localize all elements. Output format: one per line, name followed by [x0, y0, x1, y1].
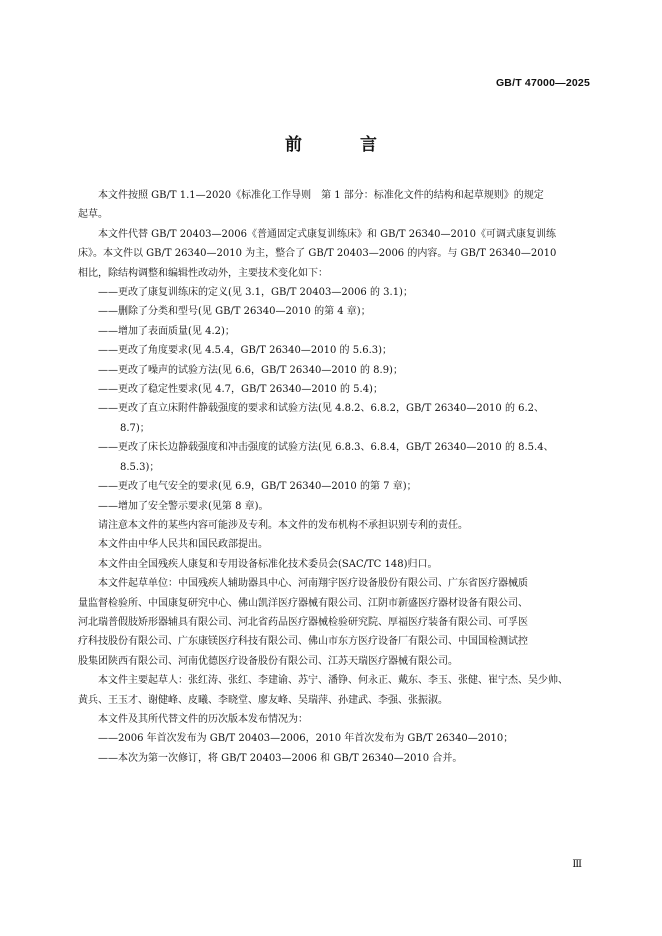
- paragraph: 本文件及其所代替文件的历次版本发布情况为：: [98, 713, 308, 725]
- list-item-line: ——更改了直立床附件静载强度的要求和试验方法(见 4.8.2、6.8.2，GB/T 26340—2010 的 6.2、: [98, 403, 545, 415]
- paragraph-continuation: 黄兵、王玉才、谢健峰、皮曦、李晓堂、廖友峰、吴瑞萍、孙建武、李强、张振淑。: [78, 694, 448, 706]
- page-title: 前 言: [285, 135, 403, 155]
- paragraph-continuation: 疗科技股份有限公司、广东康镁医疗科技有限公司、佛山市东方医疗设备厂有限公司、中国国检测试控: [78, 636, 528, 648]
- paragraph-continuation: 床》。本文件以 GB/T 26340—2010 为主，整合了 GB/T 20403—2006 的内容。与 GB/T 26340—2010: [78, 248, 557, 260]
- list-item-line: ——更改了床长边静载强度和冲击强度的试验方法(见 6.8.3、6.8.4，GB/T 26340—2010 的 8.5.4、: [98, 442, 554, 454]
- paragraph: 本文件代替 GB/T 20403—2006《普通固定式康复训练床》和 GB/T 26340—2010《可调式康复训练: [98, 228, 556, 240]
- list-item: ——增加了安全警示要求(见第 8 章)。: [98, 500, 269, 512]
- list-item: ——本次为第一次修订，将 GB/T 20403—2006 和 GB/T 26340—2010 合并。: [98, 752, 463, 764]
- list-item: ——更改了角度要求(见 4.5.4，GB/T 26340—2010 的 5.6.3)；: [98, 345, 393, 357]
- list-item: [78, 399, 592, 438]
- list-item: ——更改了稳定性要求(见 4.7，GB/T 26340—2010 的 5.4)；: [98, 384, 383, 396]
- list-item: ——增加了表面质量(见 4.2)；: [98, 325, 235, 337]
- list-item: ——更改了噪声的试验方法(见 6.6，GB/T 26340—2010 的 8.9)；: [98, 364, 403, 376]
- list-item: ——更改了电气安全的要求(见 6.9，GB/T 26340—2010 的第 7 章)；: [98, 481, 417, 493]
- paragraph-continuation: 股集团陕西有限公司、河南优德医疗设备股份有限公司、江苏天瑞医疗器械有限公司。: [78, 655, 458, 667]
- paragraph: 本文件按照 GB/T 1.1—2020《标准化工作导则 第 1 部分：标准化文件的结构和起草规则》的规定: [98, 190, 544, 201]
- paragraph-continuation: 相比，除结构调整和编辑性改动外，主要技术变化如下：: [78, 267, 328, 279]
- page-number: Ⅲ: [572, 859, 582, 870]
- list-item-line: 8.5.3)；: [120, 461, 160, 473]
- list-item: ——2006 年首次发布为 GB/T 20403—2006，2010 年首次发布为 GB/T 26340—2010；: [98, 733, 514, 745]
- paragraph: 本文件起草单位：中国残疾人辅助器具中心、河南翔宇医疗设备股份有限公司、广东省医疗器械质: [98, 578, 528, 590]
- document-body: [78, 186, 592, 768]
- paragraph: 本文件由中华人民共和国民政部提出。: [98, 539, 268, 551]
- list-item: [78, 438, 592, 477]
- paragraph-continuation: 量监督检验所、中国康复研究中心、佛山凯洋医疗器械有限公司、江阴市新盛医疗器材设备有限公司、: [78, 597, 528, 609]
- paragraph-continuation: 河北瑞普假肢矫形器辅具有限公司、河北省药品医疗器械检验研究院、厚福医疗装备有限公司、可孚医: [78, 616, 528, 628]
- list-item-line: 8.7)；: [120, 422, 150, 434]
- paragraph: 本文件由全国残疾人康复和专用设备标准化技术委员会(SAC/TC 148)归口。: [98, 558, 438, 570]
- list-item: ——更改了康复训练床的定义(见 3.1，GB/T 20403—2006 的 3.1)；: [98, 287, 413, 299]
- paragraph: 请注意本文件的某些内容可能涉及专利。本文件的发布机构不承担识别专利的责任。: [98, 519, 468, 531]
- standard-code: GB/T 47000—2025: [495, 77, 590, 89]
- list-item: ——删除了分类和型号(见 GB/T 26340—2010 的第 4 章)；: [98, 306, 371, 318]
- paragraph-continuation: 起草。: [78, 209, 108, 221]
- paragraph: 本文件主要起草人：张红涛、张红、李建谕、苏宁、潘铮、何永正、戴东、李玉、张健、崔宁杰、吴少帅、: [98, 675, 568, 687]
